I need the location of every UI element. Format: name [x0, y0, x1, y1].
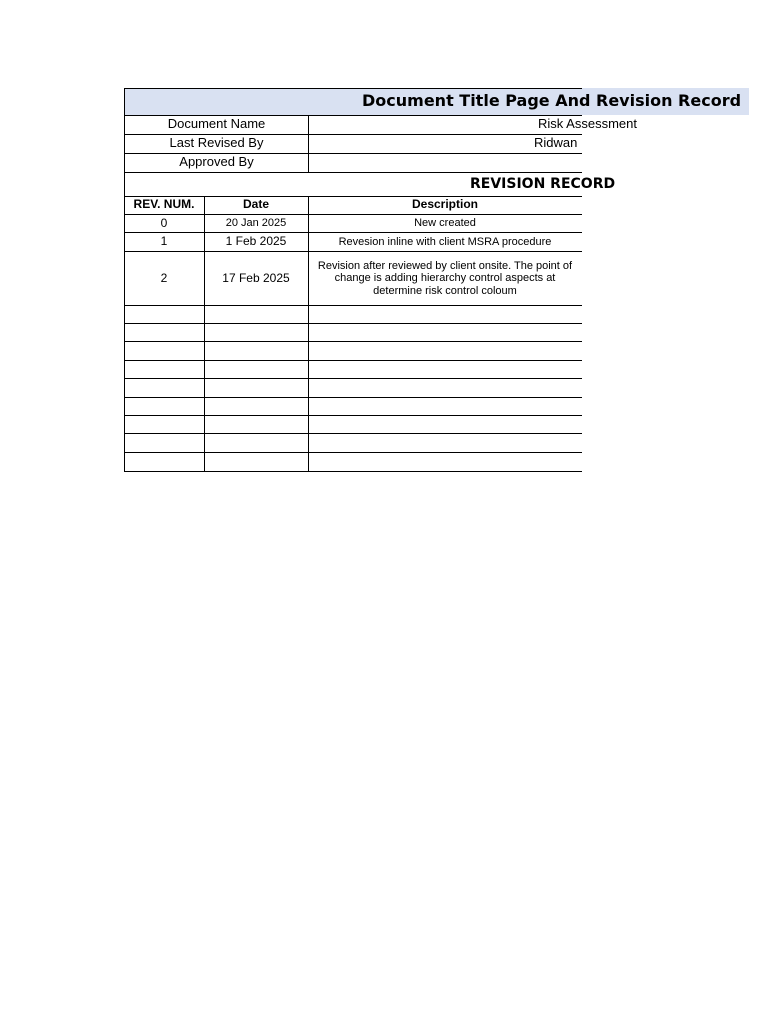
date-cell[interactable]: 20 Jan 2025: [225, 217, 287, 230]
rev-num-cell[interactable]: 1: [160, 234, 168, 249]
column-header-description: Description: [411, 197, 478, 212]
date-cell[interactable]: 17 Feb 2025: [222, 270, 290, 285]
date-cell[interactable]: 1 Feb 2025: [225, 234, 287, 249]
rev-num-cell[interactable]: 2: [160, 270, 168, 285]
revision-record-title: REVISION RECORD: [470, 176, 616, 193]
column-header-rev-num: REV. NUM.: [133, 197, 195, 212]
meta-value-document-name[interactable]: Risk Assessment: [538, 116, 637, 132]
description-cell[interactable]: Revesion inline with client MSRA procedure: [338, 235, 552, 248]
revision-sheet: [124, 88, 742, 472]
description-cell[interactable]: New created: [414, 217, 476, 230]
meta-value-last-revised-by[interactable]: Ridwan: [534, 135, 578, 151]
meta-label-last-revised-by: Last Revised By: [169, 135, 264, 151]
column-header-date: Date: [242, 197, 269, 212]
description-cell[interactable]: Revision after reviewed by client onsite. The point of change is adding hierarchy control aspects at determine risk control coloum: [317, 259, 573, 297]
rev-num-cell[interactable]: 0: [160, 215, 168, 230]
document-title: Document Title Page And Revision Record: [362, 91, 742, 111]
meta-label-approved-by: Approved By: [179, 154, 254, 170]
meta-label-document-name: Document Name: [167, 116, 266, 132]
meta-value-approved-by[interactable]: [544, 153, 744, 172]
